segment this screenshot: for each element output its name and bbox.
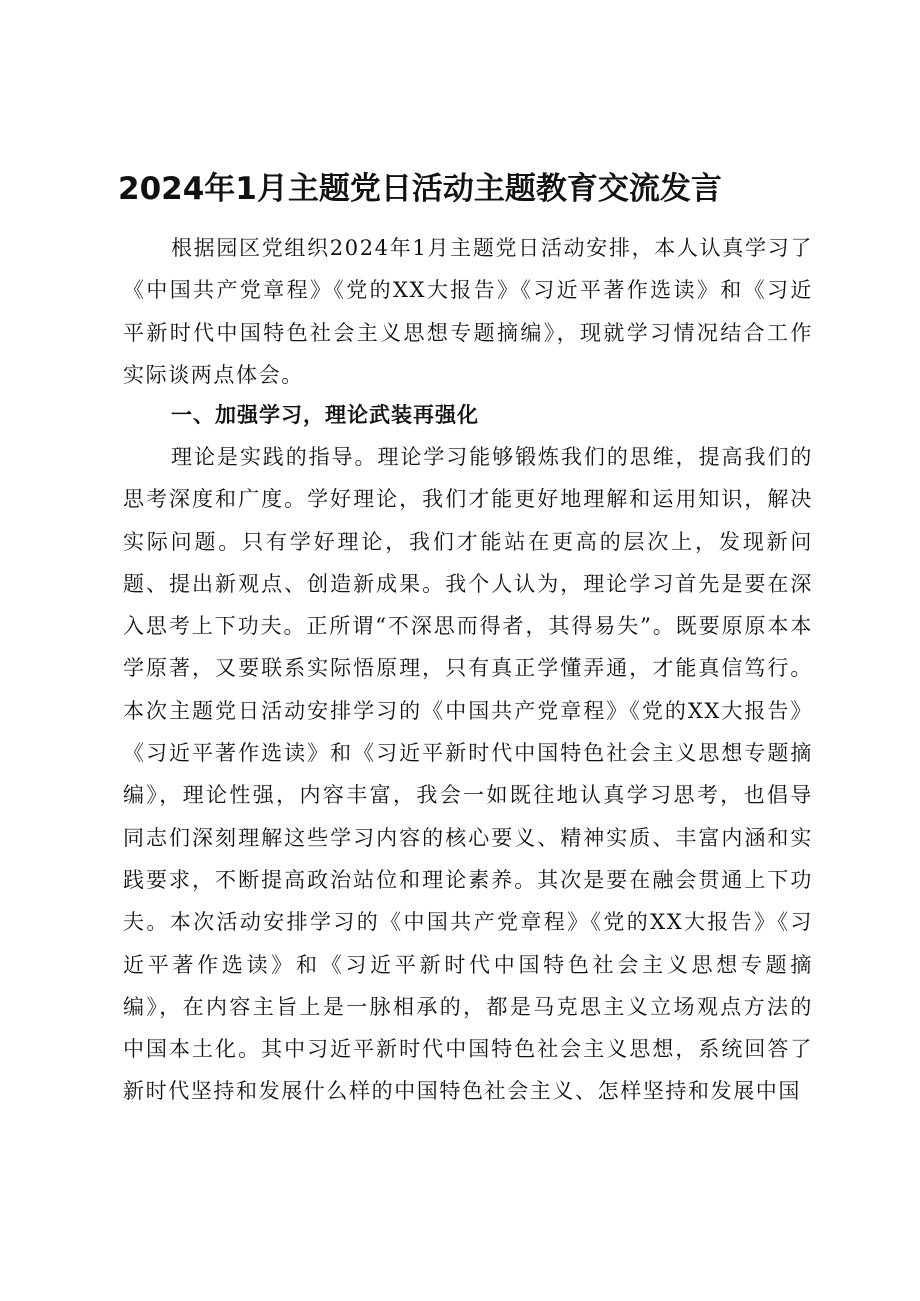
intro-paragraph: 根据园区党组织2024年1月主题党日活动安排，本人认真学习了《中国共产党章程》《党的XX大报告》《习近平著作选读》和《习近平新时代中国特色社会主义思想专题摘编》，现就学习情况结合工作实际谈两点体会。 (123, 236, 813, 387)
document-title: 2024年1月主题党日活动主题教育交流发言 (118, 171, 722, 207)
section-heading: 一、加强学习，理论武装再强化 (171, 403, 479, 427)
section-paragraph: 理论是实践的指导。理论学习能够锻炼我们的思维，提高我们的思考深度和广度。学好理论，我们才能更好地理解和运用知识，解决实际问题。只有学好理论，我们才能站在更高的层次上，发现新问题、提出新观点、创造新成果。我个人认为，理论学习首先是要在深入思考上下功夫。正所谓“不深思而得者，其得易失”。既要原原本本学原著，又要联系实际悟原理，只有真正学懂弄通，才能真信笃行。本次主题党日活动安排学习的《中国共产党章程》《党的XX大报告》《习近平著作选读》和《习近平新时代中国特色社会主义思想专题摘编》，理论性强，内容丰富，我会一如既往地认真学习思考，也倡导同志们深刻理解这些学习内容的核心要义、精神实质、丰富内涵和实践要求，不断提高政治站位和理论素养。其次是要在融会贯通上下功夫。本次活动安排学习的《中国共产党章程》《党的XX大报告》《习近平著作选读》和《习近平新时代中国特色社会主义思想专题摘编》，在内容主旨上是一脉相承的，都是马克思主义立场观点方法的中国本土化。其中习近平新时代中国特色社会主义思想，系统回答了新时代坚持和发展什么样的中国特色社会主义、怎样坚持和发展中国 (123, 445, 813, 1104)
